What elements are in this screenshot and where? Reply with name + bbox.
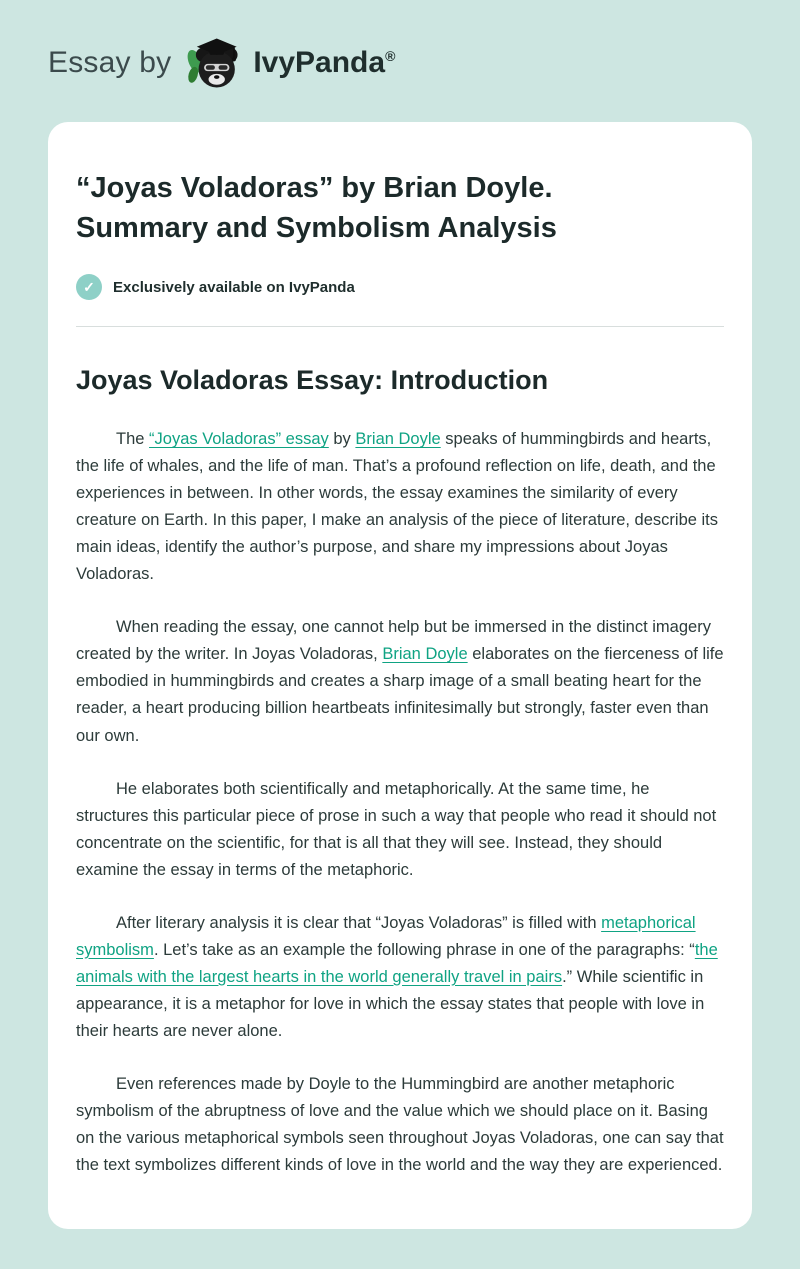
- check-icon: ✓: [76, 274, 102, 300]
- inline-link[interactable]: metaphorical symbolism: [76, 913, 696, 959]
- article-card: [48, 122, 752, 1229]
- inline-link[interactable]: Brian Doyle: [382, 645, 468, 664]
- registered-mark: ®: [385, 48, 396, 64]
- paragraph-text: . Let’s take as an example the following phrase in one of the paragraphs: “: [153, 940, 695, 959]
- article-body: [76, 426, 724, 1179]
- site-header: [0, 0, 800, 114]
- paragraph-text: elaborates on the fierceness of life embodied in hummingbirds and creates a sharp image of a small beating heart for the reader, a heart producing billion heartbeats infinitesimally but strongly, faster even than our own.: [76, 645, 724, 745]
- essay-by-label: Essay by: [48, 46, 172, 79]
- inline-link[interactable]: “Joyas Voladoras” essay: [149, 430, 329, 449]
- paragraph-text: The: [116, 430, 150, 449]
- availability-badge: [76, 274, 724, 300]
- divider: [76, 326, 724, 327]
- paragraph: [76, 910, 724, 1045]
- paragraph-text: When reading the essay, one cannot help but be immersed in the distinct imagery created by the writer. In Joyas Voladoras,: [76, 618, 711, 664]
- paragraph-text: by: [328, 430, 356, 449]
- paragraph-text: Even references made by Doyle to the Hummingbird are another metaphoric symbolism of the abruptness of love and the value which we should place on it. Basing on the various metaphorical symbols seen throughout Joyas Voladoras, one can say that the text symbolizes different kinds of love in the world and the way they are experienced.: [76, 1074, 724, 1175]
- paragraph-text: speaks of hummingbirds and hearts, the life of whales, and the life of man. That’s a profound reflection on life, death, and the experiences in between. In other words, the essay examines the similarity of every creature on Earth. In this paper, I make an analysis of the piece of literature, describe its main ideas, identify the author’s purpose, and share my impressions about Joyas Voladoras.: [76, 430, 719, 584]
- availability-label: Exclusively available on IvyPanda: [113, 278, 355, 296]
- paragraph-text: He elaborates both scientifically and metaphorically. At the same time, he structures this particular piece of prose in such a way that people who read it should not concentrate on the scientific, for that is all that they will see. Instead, they should examine the essay in terms of the metaphoric.: [76, 779, 717, 879]
- inline-link[interactable]: the animals with the largest hearts in the world generally travel in pairs: [76, 940, 718, 986]
- paragraph: [76, 426, 724, 588]
- ivypanda-logo[interactable]: [185, 34, 395, 92]
- panda-graduate-icon: [185, 34, 243, 92]
- paragraph-text: .” While scientific in appearance, it is a metaphor for love in which the essay states that people with love in their hearts are never alone.: [76, 967, 705, 1040]
- paragraph: [76, 1071, 724, 1179]
- section-heading: Joyas Voladoras Essay: Introduction: [76, 365, 549, 396]
- paragraph: [76, 776, 724, 884]
- paragraph: [76, 614, 724, 749]
- page-title-line2: Summary and Symbolism Analysis: [76, 212, 557, 245]
- page-title-line1: “Joyas Voladoras” by Brian Doyle.: [76, 172, 553, 204]
- page-title: [76, 168, 724, 248]
- paragraph-text: After literary analysis it is clear that “Joyas Voladoras” is filled with: [116, 913, 602, 932]
- brand-name[interactable]: IvyPanda®: [253, 46, 396, 79]
- inline-link[interactable]: Brian Doyle: [355, 430, 441, 449]
